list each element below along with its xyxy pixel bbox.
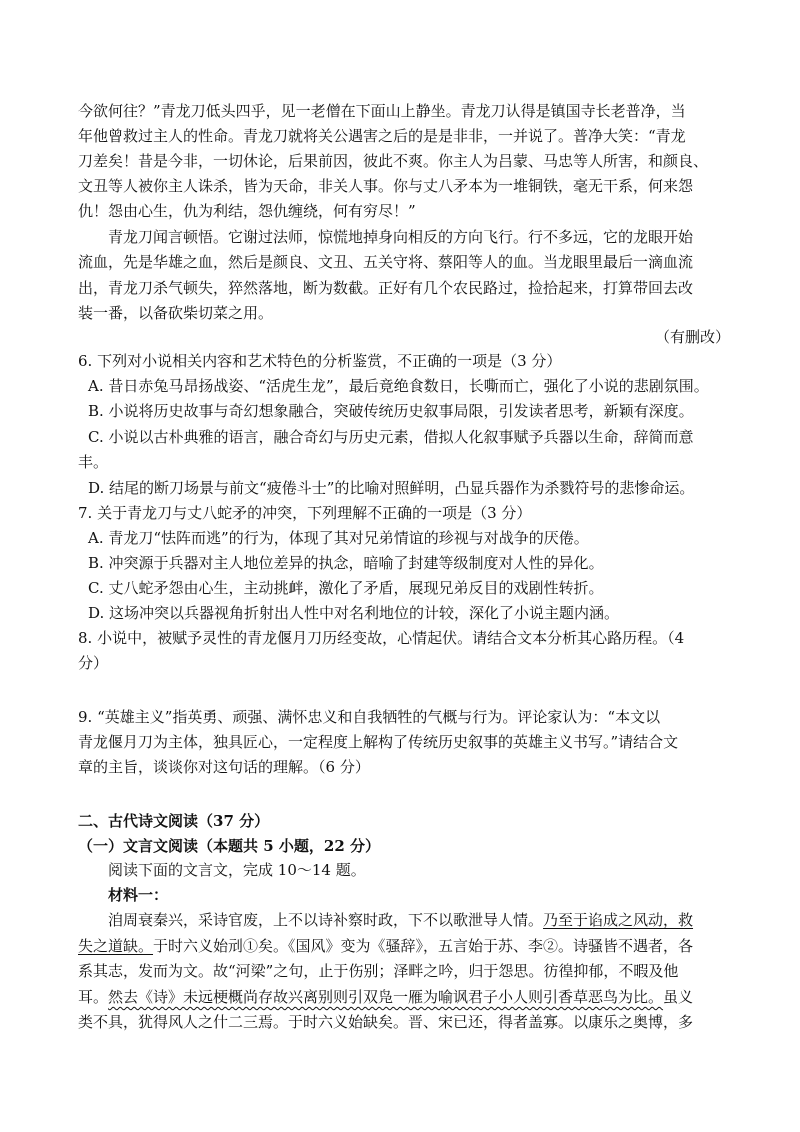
q9-line2: 青龙偃月刀为主体，独具匠心，一定程度上解构了传统历史叙事的英雄主义书写。”请结合文 — [78, 733, 679, 751]
q7-option-a: A. 青龙刀“怯阵而逃”的行为，体现了其对兄弟情谊的珍视与对战争的厌倦。 — [88, 529, 589, 547]
section2-title: 二、古代诗文阅读（37 分） — [78, 812, 270, 830]
q6-stem: 6. 下列对小说相关内容和艺术特色的分析鉴赏，不正确的一项是（3 分） — [78, 352, 562, 370]
q9-line1: 9. “英雄主义”指英勇、顽强、满怀忠义和自我牺牲的气概与行为。评论家认为：“本文以 — [78, 708, 661, 726]
story-para1-line2: 年他曾救过主人的性命。青龙刀就将关公遇害之后的是是非非，一并说了。普净大笑：“青龙 — [78, 127, 686, 145]
q9-line3: 章的主旨，谈谈你对这句话的理解。（6 分） — [78, 758, 370, 776]
q6-option-d: D. 结尾的断刀场景与前文“疲倦斗士”的比喻对照鲜明，凸显兵器作为杀戮符号的悲惨命运。 — [88, 479, 695, 497]
material-line2 — [78, 936, 728, 956]
story-para2-line4: 装一番，以备砍柴切菜之用。 — [78, 304, 274, 322]
story-para2-line3: 出，青龙刀杀气顿失，猝然落地，断为数截。正好有几个农民路过，捡拾起来，打算带回去改 — [78, 279, 694, 297]
material-line2-text: 于时六义始刓①矣。《国风》变为《骚辞》，五言始于苏、李②。诗骚皆不遇者，各 — [153, 937, 694, 955]
q6-option-b: B. 小说将历史故事与奇幻想象融合，突破传统历史叙事局限，引发读者思考，新颖有深度。 — [88, 402, 694, 420]
material-line1-text: 洎周衰秦兴，采诗官废，上不以诗补察时政，下不以歌泄导人情。 — [108, 911, 544, 929]
q6-option-a: A. 昔日赤兔马昂扬战姿、“活虎生龙”，最后竟绝食数日，长嘶而亡，强化了小说的悲剧氛围。 — [88, 377, 709, 395]
reading-instruction: 阅读下面的文言文，完成 10～14 题。 — [108, 861, 366, 879]
story-para1-line5: 仇！怨由心生，仇为利结，怨仇缠绕，何有穷尽！” — [78, 202, 416, 220]
material-line1 — [108, 910, 728, 930]
story-para2-line2: 流血，先是华雄之血，然后是颜良、文丑、五关守将、蔡阳等人的血。当龙眼里最后一滴血流 — [78, 253, 694, 271]
q7-option-d: D. 这场冲突以兵器视角折射出人性中对名利地位的计较，深化了小说主题内涵。 — [88, 604, 620, 622]
q6-option-c-cont: 丰。 — [78, 453, 109, 471]
story-para1-line4: 文丑等人被你主人诛杀，皆为天命，非关人事。你与丈八矛本为一堆铜铁，毫无干系，何来怨 — [78, 177, 694, 195]
material-one-label: 材料一： — [108, 886, 169, 904]
story-para1-line1: 今欲何往？”青龙刀低头四乎，见一老僧在下面山上静坐。青龙刀认得是镇国寺长老普净，当 — [78, 102, 686, 120]
material-line4-end: 虽义 — [663, 988, 694, 1006]
story-para2-line1: 青龙刀闻言顿悟。它谢过法师，惊慌地掉身向相反的方向飞行。行不多远，它的龙眼开始 — [108, 228, 694, 246]
material-line5: 类不具，犹得风人之什二三焉。于时六义始缺矣。晋、宋已还，得者盖寡。以康乐之奥博，多 — [78, 1013, 694, 1031]
material-line4 — [78, 987, 728, 1007]
q7-stem: 7. 关于青龙刀与丈八蛇矛的冲突，下列理解不正确的一项是（3 分） — [78, 504, 532, 522]
underlined-phrase-1-cont: 失之道缺。 — [78, 937, 154, 955]
q7-option-c: C. 丈八蛇矛怨由心生，主动挑衅，激化了矛盾，展现兄弟反目的戏剧性转折。 — [88, 579, 604, 597]
underlined-phrase-1: 乃至于谄成之风动，救 — [543, 911, 694, 929]
material-line4-start: 耳。 — [78, 988, 109, 1006]
q8-line1: 8. 小说中，被赋予灵性的青龙偃月刀历经变故，心情起伏。请结合文本分析其心路历程。（4 — [78, 629, 685, 647]
source-note: （有删改） — [654, 328, 730, 346]
q7-option-b: B. 冲突源于兵器对主人地位差异的执念，暗喻了封建等级制度对人性的异化。 — [88, 554, 604, 572]
q6-option-c: C. 小说以古朴典雅的语言，融合奇幻与历史元素，借拟人化叙事赋予兵器以生命，辞简而意 — [88, 428, 694, 446]
section2-subtitle: （一）文言文阅读（本题共 5 小题，22 分） — [78, 837, 380, 855]
wavy-underlined-sentence: 然去《诗》未远梗概尚存故兴离别则引双凫一雁为喻讽君子小人则引香草恶鸟为比。 — [108, 988, 664, 1006]
story-para1-line3: 刀差矣！昔是今非，一切休论，后果前因，彼此不爽。你主人为吕蒙、马忠等人所害，和颜良、 — [78, 152, 709, 170]
material-line3: 系其志，发而为文。故“河梁”之句，止于伤别；泽畔之吟，归于怨思。彷徨抑郁，不暇及他 — [78, 962, 679, 980]
q8-line2: 分） — [78, 654, 109, 672]
